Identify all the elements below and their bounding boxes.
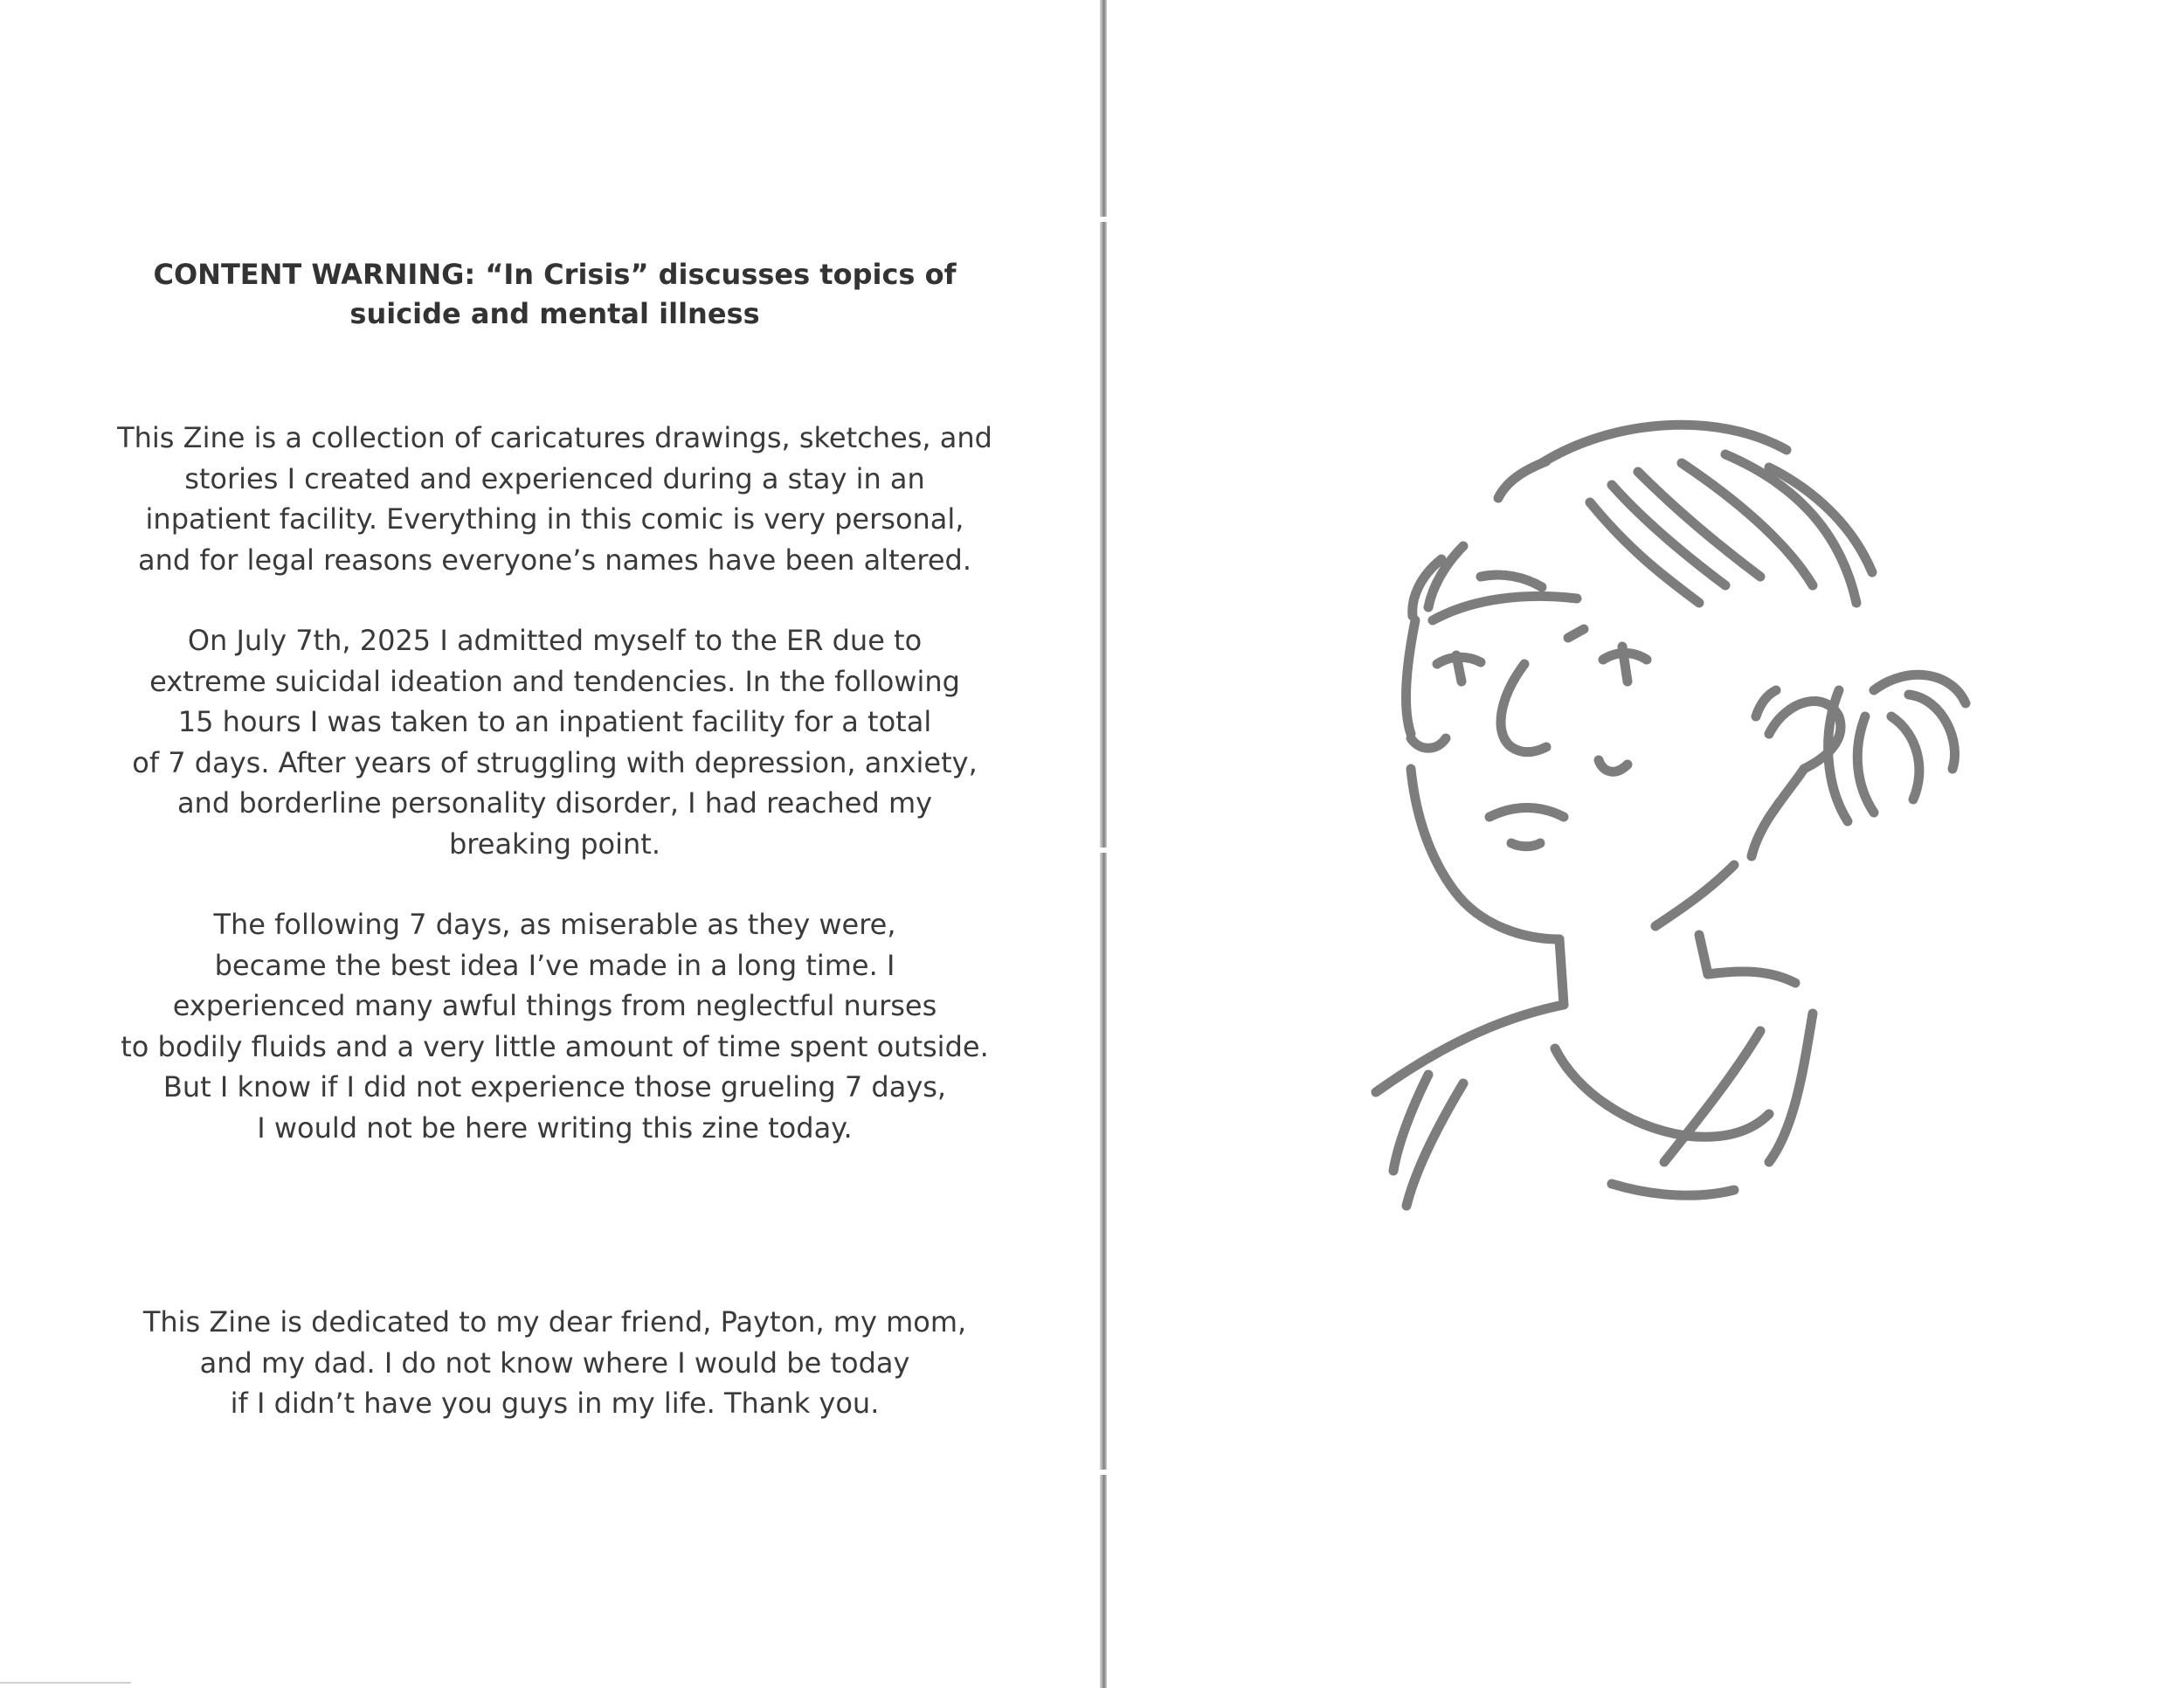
- nose-stroke: [1501, 664, 1546, 752]
- chin-mark: [1511, 843, 1540, 847]
- left-cheek-mark: [1411, 738, 1446, 748]
- dedication-paragraph: This Zine is dedicated to my dear friend, Payton, my mom, and my dad. I do not know where I would be today if I didn’t have you guys in my life. Thank you.: [142, 1305, 967, 1420]
- neck-right-stroke: [1699, 935, 1708, 974]
- chest-line: [1612, 1184, 1734, 1195]
- book-spine: [1100, 0, 1107, 1688]
- torso-right-stroke: [1769, 1013, 1813, 1162]
- head-left-stroke: [1428, 546, 1463, 607]
- jaw-right-stroke: [1752, 769, 1804, 856]
- self-portrait-illustration: [1350, 402, 2005, 1241]
- right-eye-lash: [1622, 647, 1628, 681]
- neck-left-stroke: [1559, 939, 1564, 1005]
- temple-stroke: [1406, 620, 1415, 734]
- brow-mark: [1568, 629, 1584, 638]
- hair-left-stroke: [1498, 461, 1546, 498]
- bun-stroke: [1857, 716, 1874, 813]
- left-eye-lash: [1456, 655, 1462, 681]
- right-cheek-mark: [1599, 760, 1628, 771]
- intro-paragraph: This Zine is a collection of caricatures drawings, sketches, and stories I created and experienced during a stay in an inpatient facility. Everything in this comic is very personal, and for legal reasons everyone’s names have been altered.: [117, 421, 992, 577]
- aftermath-paragraph: The following 7 days, as miserable as they were, became the best idea I’ve made in a long time. I experienced many awful things from neglectful nurses to bodily fluids and a very little amount of time spent outside. But I know if I did not experience those grueling 7 days, I would not be here writing this zine today.: [121, 908, 989, 1145]
- forehead-line: [1433, 596, 1577, 620]
- cheek-right-stroke: [1655, 865, 1734, 926]
- jaw-left-stroke: [1411, 769, 1559, 939]
- ear-inner-stroke: [1756, 690, 1776, 716]
- bun-stroke: [1891, 716, 1919, 799]
- hair-top-stroke: [1542, 425, 1787, 463]
- shoulder-left-stroke: [1376, 1005, 1564, 1092]
- page-edge-line: [0, 1682, 131, 1684]
- fringe-line: [1481, 575, 1542, 587]
- shoulder-right-stroke: [1708, 972, 1795, 983]
- mouth-stroke: [1489, 807, 1564, 817]
- content-warning: CONTENT WARNING: “In Crisis” discusses topics of suicide and mental illness: [153, 258, 957, 330]
- strap-right-stroke: [1664, 1031, 1760, 1162]
- story-paragraph: On July 7th, 2025 I admitted myself to the ER due to extreme suicidal ideation and tendencies. In the following 15 hours I was taken to an inpatient facility for a total of 7 days. After years of struggling with depression, anxiety, and borderline personality disorder, I had reached my breaking point.: [132, 624, 978, 861]
